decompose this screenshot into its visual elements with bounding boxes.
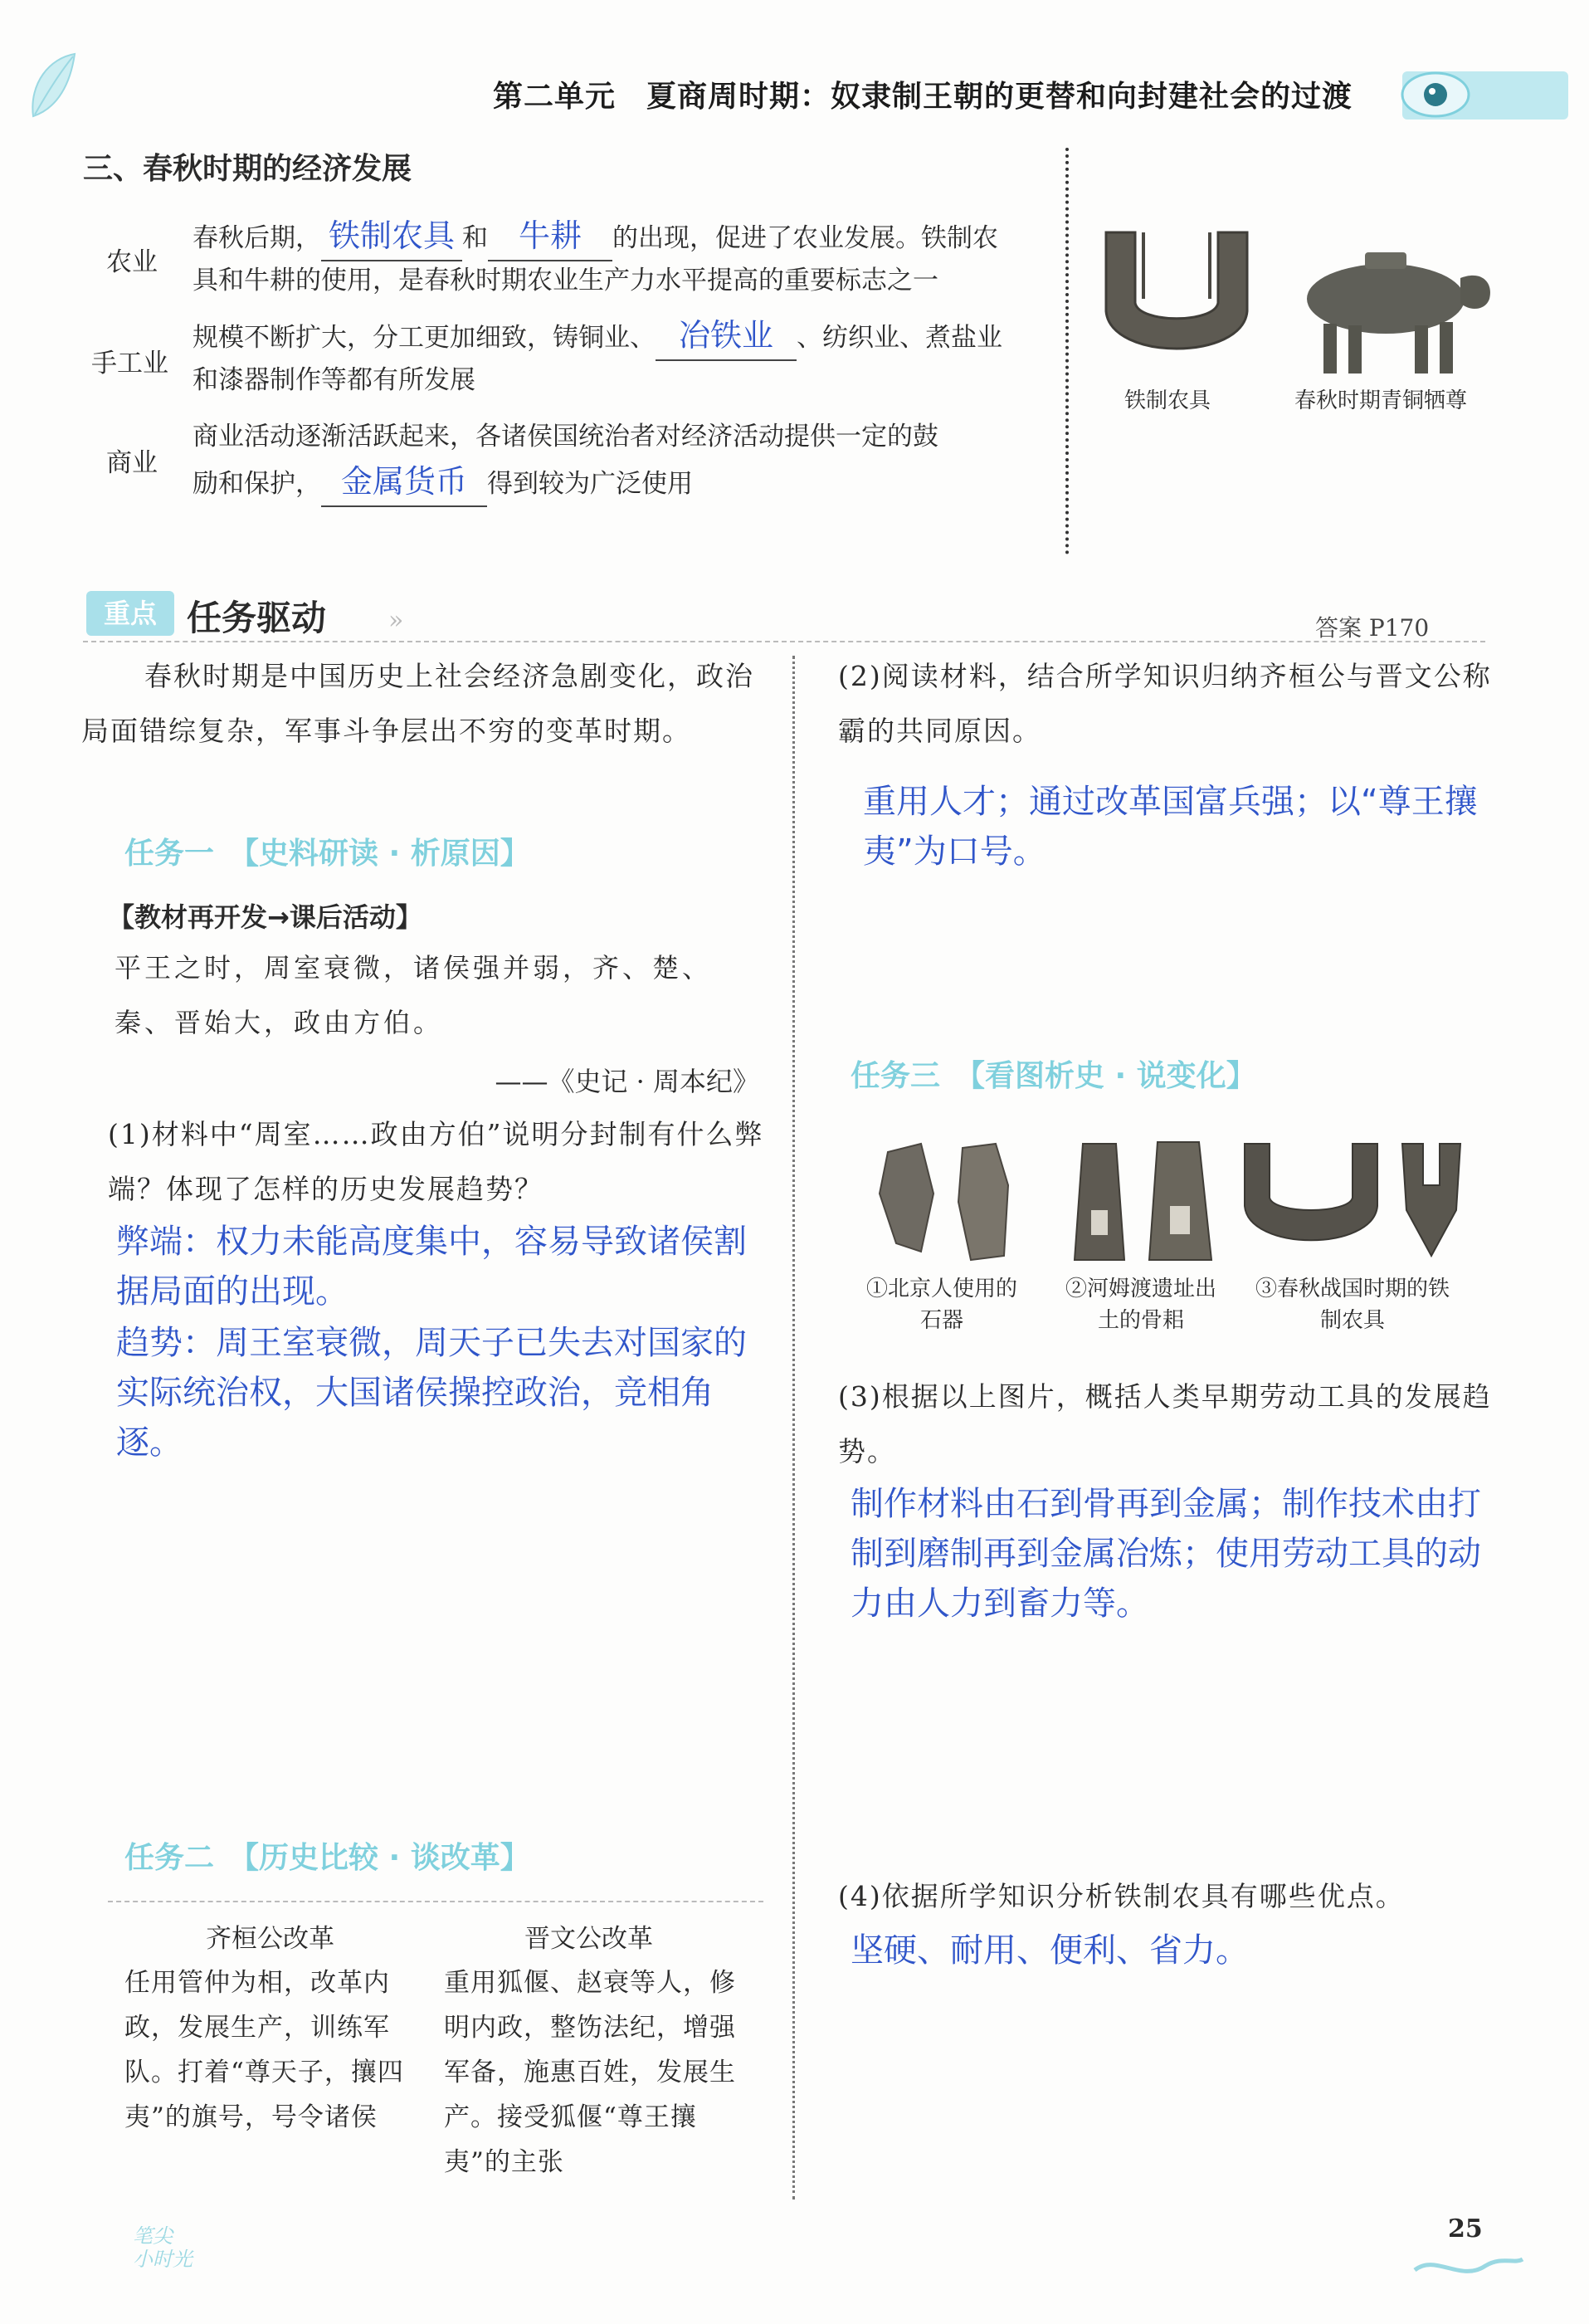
row-text: 的出现，促进了农业发展。铁制农 [612,223,998,253]
comparison-head-qi: 齐桓公改革 [206,1924,334,1954]
question-1: (1)材料中“周室……政由方伯”说明分封制有什么弊端？体现了怎样的历史发展趋势？ [108,1118,764,1205]
image-caption: ①北京人使用的石器 [865,1277,1017,1333]
row-text: 、纺织业、煮盐业 [797,323,1002,353]
iron-tool-image [1236,1135,1485,1268]
handwritten-answer: 冶铁业 [678,317,773,354]
stone-tool-image [863,1135,1029,1268]
header-title: 第二单元 夏商周时期：奴隶制王朝的更替和向封建社会的过渡 [492,80,1353,114]
chevron-icon: » [388,606,404,635]
bronze-ox-vessel-image [1282,232,1498,382]
eye-logo-icon [1394,60,1477,126]
corner-text [133,2224,193,2271]
row-label-commerce: 商业 [106,448,158,478]
page-number: 25 [1448,2214,1483,2243]
fill-blank [656,314,797,361]
comparison-head-jin: 晋文公改革 [524,1924,653,1954]
task2-rule [108,1901,763,1902]
row-commerce-line1: 商业活动逐渐活跃起来，各诸侯国统治者对经济活动提供一定的鼓 [193,422,938,452]
answer-3: 制作材料由石到骨再到金属；制作技术由打制到磨制再到金属冶炼；使用劳动工具的动力由人力到畜力等。 [851,1485,1481,1623]
task1-title: 任务一 【史料研读 · 析原因】 [124,837,530,871]
row-agriculture-line1 [193,214,998,261]
handwritten-answer: 金属货币 [340,463,467,500]
handwritten-answer: 铁制农具 [328,217,455,254]
task1-source: ——《史记 · 周本纪》 [495,1066,759,1097]
wave-decoration-icon [1411,2249,1527,2282]
row-text: 励和保护， [193,469,321,499]
handwritten-answer: 牛耕 [518,217,582,254]
row-label-handicraft: 手工业 [91,349,168,378]
section-divider [1065,148,1069,554]
tasks-title: 任务驱动 [187,598,327,638]
answer-1-trend: 趋势：周王室衰微，周天子已失去对国家的实际统治权，大国诸侯操控政治，竞相角逐。 [116,1324,747,1462]
fill-blank [321,214,462,261]
row-text: 和 [462,223,488,253]
task2-title: 任务二 【历史比较 · 谈改革】 [124,1841,530,1875]
section-title: 三、春秋时期的经济发展 [83,152,412,186]
row-handicraft-line2: 和漆器制作等都有所发展 [193,365,475,395]
intro-paragraph: 春秋时期是中国历史上社会经济急剧变化，政治局面错综复杂，军事斗争层出不穷的变革时期。 [81,660,754,747]
answer-reference: 答案 P170 [1315,614,1430,642]
image-caption: 春秋时期青铜牺尊 [1294,388,1468,413]
key-badge: 重点 [86,591,174,636]
leaf-icon [25,50,83,124]
fill-blank [321,460,487,507]
image-caption: ③春秋战国时期的铁制农具 [1255,1277,1450,1333]
question-2: (2)阅读材料，结合所学知识归纳齐桓公与晋文公称霸的共同原因。 [838,660,1492,747]
corner-text-line: 笔尖 [133,2224,173,2248]
fill-blank [488,214,612,261]
row-text: 春秋后期， [193,223,321,253]
question-3: (3)根据以上图片，概括人类早期劳动工具的发展趋势。 [838,1380,1492,1467]
task1-quote: 平王之时，周室衰微，诸侯强并弱，齐、楚、秦、晋始大，政由方伯。 [115,952,713,1038]
image-caption: ②河姆渡遗址出土的骨耜 [1065,1277,1216,1333]
bone-spade-image [1058,1135,1224,1268]
comparison-body-qi: 任用管仲为相，改革内政，发展生产，训练军队。打着“尊天子，攘四夷”的旗号，号令诸侯 [124,1968,404,2132]
row-handicraft-line1 [193,314,1002,361]
answer-2: 重用人才；通过改革国富兵强；以“尊王攘夷”为口号。 [863,783,1478,871]
row-text: 规模不断扩大，分工更加细致，铸铜业、 [193,323,656,353]
row-commerce-line2 [193,460,693,507]
tasks-rule [83,641,1485,642]
answer-1-drawback: 弊端：权力未能高度集中，容易导致诸侯割据局面的出现。 [116,1223,747,1311]
row-agriculture-line2: 具和牛耕的使用，是春秋时期农业生产力水平提高的重要标志之一 [193,266,938,295]
corner-text-line: 小时光 [133,2248,193,2271]
question-4: (4)依据所学知识分析铁制农具有哪些优点。 [838,1880,1405,1912]
answer-4: 坚硬、耐用、便利、省力。 [851,1931,1249,1970]
column-divider [792,656,795,2200]
image-caption: 铁制农具 [1124,388,1211,413]
task1-subhead: 【教材再开发→课后活动】 [108,901,422,933]
comparison-body-jin: 重用狐偃、赵衰等人，修明内政，整饬法纪，增强军备，施惠百姓，发展生产。接受狐偃“尊王攘夷”的主张 [444,1968,736,2177]
row-text: 得到较为广泛使用 [487,469,693,499]
task3-title: 任务三 【看图析史 · 说变化】 [851,1059,1256,1093]
iron-tool-image [1094,224,1260,374]
row-label-agriculture: 农业 [106,247,158,277]
